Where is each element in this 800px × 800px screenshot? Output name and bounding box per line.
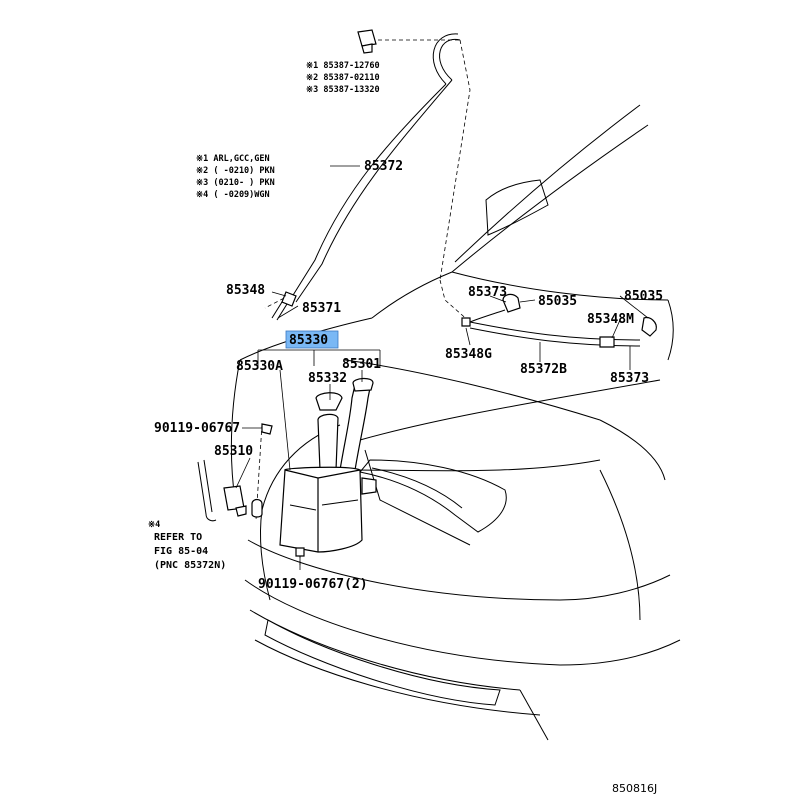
car-body-outline	[231, 105, 680, 740]
nozzle-variant-3: ※3 85387-13320	[306, 85, 380, 95]
label-cap: 85332	[308, 371, 348, 386]
figure-number: 850816J	[612, 782, 658, 795]
label-check-valve: 85371	[302, 301, 342, 316]
washer-nozzle	[358, 30, 376, 53]
label-headlamp-nozzle-right: 85035	[624, 289, 664, 304]
label-motor-pump: 85310	[214, 444, 254, 459]
label-clip-top: 90119-06767	[154, 421, 241, 436]
note-mark: ※4	[148, 520, 161, 530]
refer-line-1: REFER TO	[154, 532, 203, 543]
label-hose-b: 85372B	[520, 362, 567, 377]
label-headlamp-nozzle-left: 85035	[538, 294, 578, 309]
leader-lines	[236, 166, 648, 488]
variant-note-4: ※4 ( -0209)WGN	[196, 190, 270, 200]
washer-jar	[198, 378, 376, 570]
label-headlamp-hose-left: 85373	[468, 285, 508, 300]
label-jar: 85330A	[236, 359, 283, 374]
label-joint-m: 85348M	[587, 312, 634, 327]
refer-line-2: FIG 85-04	[154, 546, 209, 557]
refer-line-3: (PNC 85372N)	[154, 560, 227, 571]
label-headlamp-hose-right: 85373	[610, 371, 650, 386]
variant-note-1: ※1 ARL,GCC,GEN	[196, 154, 270, 164]
nozzle-variant-2: ※2 85387-02110	[306, 73, 380, 83]
label-hose-main: 85372	[364, 159, 404, 174]
nozzle-variant-1: ※1 85387-12760	[306, 61, 380, 71]
variant-note-2: ※2 ( -0210) PKN	[196, 166, 275, 176]
variant-note-3: ※3 (0210- ) PKN	[196, 178, 275, 188]
label-jar-assembly: 85330	[289, 333, 329, 348]
label-joint-g: 85348G	[445, 347, 492, 362]
label-inlet: 85301	[342, 357, 382, 372]
label-clip-bottom: 90119-06767(2)	[258, 577, 368, 592]
label-joint: 85348	[226, 283, 266, 298]
